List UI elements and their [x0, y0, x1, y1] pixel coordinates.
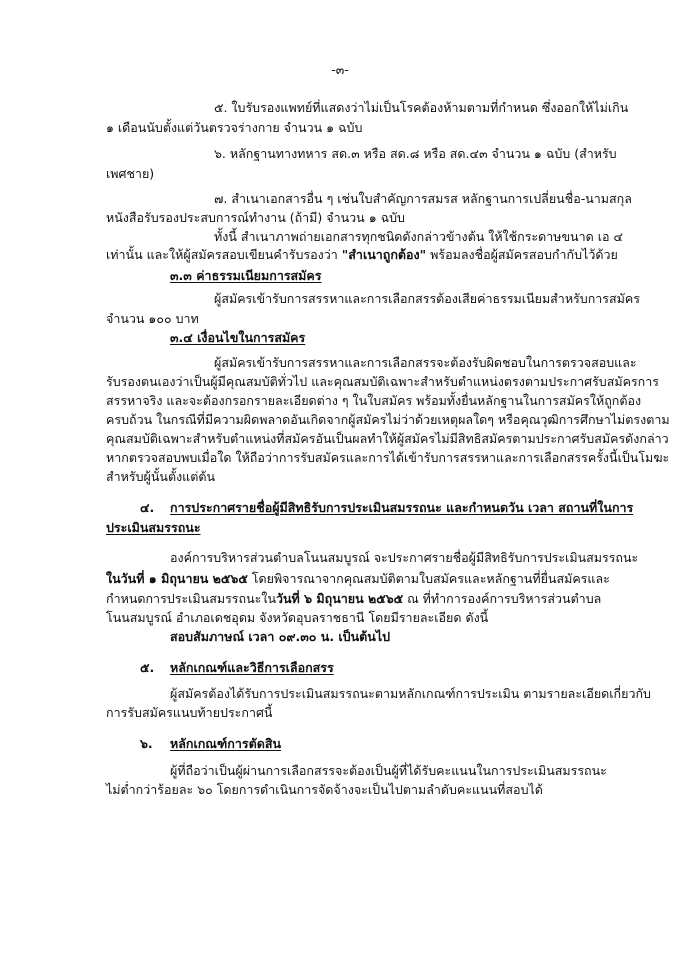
copy-note-text: เท่านั้น และให้ผู้สมัครสอบเขียนคำรับรองว่า: [106, 247, 338, 262]
page-number: -๓-: [331, 62, 349, 77]
judging-line-2: ไม่ต่ำกว่าร้อยละ ๖๐ โดยการดำเนินการจัดจ้างจะเป็นไปตามลำดับคะแนนที่สอบได้: [106, 782, 543, 797]
copy-note-line-1: ทั้งนี้ สำเนาภาพถ่ายเอกสารทุกชนิดดังกล่าวข้างต้น ให้ใช้กระดาษขนาด เอ ๔: [214, 229, 623, 244]
assessment-date: วันที่ ๖ มิถุนายน ๒๕๖๕: [275, 591, 404, 606]
conditions-line-4: ครบถ้วน ในกรณีที่มีความผิดพลาดอันเกิดจากผู้สมัครไม่ว่าด้วยเหตุผลใดๆ หรือคุณวุฒิการศึกษาไม่ตรงตาม: [106, 412, 670, 427]
section-4-heading-text: การประกาศรายชื่อผู้มีสิทธิรับการประเมินสมรรถนะ และกำหนดวัน เวลา สถานที่ในการ: [170, 500, 634, 515]
section-5-number: ๕.: [140, 660, 155, 675]
section-5-heading-text: หลักเกณฑ์และวิธีการเลือกสรร: [170, 660, 334, 675]
section-4-heading-line-1: [170, 500, 634, 516]
item-6-line-2: เพศชาย): [106, 166, 155, 181]
copy-note-line-2: [106, 247, 618, 263]
item-7-line-1: ๗. สำเนาเอกสารอื่น ๆ เช่นใบสำคัญการสมรส หลักฐานการเปลี่ยนชื่อ-นามสกุล: [214, 191, 632, 206]
copy-note-text-end: พร้อมลงชื่อผู้สมัครสอบกำกับไว้ด้วย: [430, 247, 618, 262]
section-4-heading-line-2: [106, 520, 201, 536]
judging-line-1: ผู้ที่ถือว่าเป็นผู้ผ่านการเลือกสรรจะต้องเป็นผู้ที่ได้รับคะแนนในการประเมินสมรรถนะ: [170, 763, 607, 778]
selection-line-1: ผู้สมัครต้องได้รับการประเมินสมรรถนะตามหลักเกณฑ์การประเมิน ตามรายละเอียดเกี่ยวกับ: [170, 686, 651, 701]
section-3-4-heading: [170, 330, 305, 346]
assessment-place: ณ ที่ทำการองค์การบริหารส่วนตำบล: [407, 591, 602, 606]
conditions-line-7: สำหรับผู้นั้นตั้งแต่ต้น: [106, 469, 216, 484]
section-4-heading-text-2: ประเมินสมรรถนะ: [106, 520, 201, 535]
section-4-number: ๔.: [140, 500, 155, 515]
assessment-text: กำหนดการประเมินสมรรถนะใน: [106, 591, 276, 606]
section-3-3-heading-text: ๓.๓ ค่าธรรมเนียมการสมัคร: [170, 268, 322, 283]
announcement-line-3: [106, 591, 600, 607]
announcement-line-1: องค์การบริหารส่วนตำบลโนนสมบูรณ์ จะประกาศรายชื่อผู้มีสิทธิรับการประเมินสมรรถนะ: [170, 550, 639, 565]
item-5-line-1: ๕. ใบรับรองแพทย์ที่แสดงว่าไม่เป็นโรคต้องห้ามตามที่กำหนด ซึ่งออกให้ไม่เกิน: [214, 100, 629, 115]
conditions-line-2: รับรองตนเองว่าเป็นผู้มีคุณสมบัติทั่วไป และคุณสมบัติเฉพาะสำหรับตำแหน่งตรงตามประกาศรับสมัครการ: [106, 374, 659, 389]
conditions-line-3: สรรหาจริง และจะต้องกรอกรายละเอียดต่าง ๆ ในใบสมัคร พร้อมทั้งยื่นหลักฐานในการสมัครให้ถูกต้อง: [106, 393, 642, 408]
interview-time: สอบสัมภาษณ์ เวลา ๐๙.๓๐ น. เป็นต้นไป: [170, 629, 391, 644]
section-5-heading: [170, 660, 334, 676]
item-5-line-2: ๑ เดือนนับตั้งแต่วันตรวจร่างกาย จำนวน ๑ ฉบับ: [106, 120, 363, 135]
announcement-text: โดยพิจารณาจากคุณสมบัติตามใบสมัครและหลักฐานที่ยื่นสมัครและ: [251, 571, 610, 586]
selection-line-2: การรับสมัครแนบท้ายประกาศนี้: [106, 705, 273, 720]
section-6-number: ๖.: [140, 736, 153, 751]
announcement-line-4: โนนสมบูรณ์ อำเภอเดชอุดม จังหวัดอุบลราชธานี โดยมีรายละเอียด ดังนี้: [106, 610, 489, 625]
section-6-heading: [170, 736, 281, 752]
conditions-line-1: ผู้สมัครเข้ารับการสรรหาและการเลือกสรรจะต้องรับผิดชอบในการตรวจสอบและ: [214, 355, 637, 370]
announcement-line-2: [106, 571, 610, 587]
section-6-heading-text: หลักเกณฑ์การตัดสิน: [170, 736, 281, 751]
item-6-line-1: ๖. หลักฐานทางทหาร สด.๓ หรือ สด.๘ หรือ สด.๔๓ จำนวน ๑ ฉบับ (สำหรับ: [214, 146, 617, 161]
announcement-date: ในวันที่ ๑ มิถุนายน ๒๕๖๕: [106, 571, 248, 586]
conditions-line-6: หากตรวจสอบพบเมื่อใด ให้ถือว่าการรับสมัครและการได้เข้ารับการสรรหาและการเลือกสรรครั้งนี้เป็นโมฆะ: [106, 450, 670, 465]
section-3-4-heading-text: ๓.๔ เงื่อนไขในการสมัคร: [170, 330, 306, 345]
conditions-line-5: คุณสมบัติเฉพาะสำหรับตำแหน่งที่สมัครอันเป็นผลทำให้ผู้สมัครไม่มีสิทธิสมัครตามประกาศรับสมัครดังกล่าว: [106, 431, 669, 446]
section-3-3-heading: [170, 268, 322, 284]
fee-line-2: จำนวน ๑๐๐ บาท: [106, 311, 199, 326]
fee-line-1: ผู้สมัครเข้ารับการสรรหาและการเลือกสรรต้องเสียค่าธรรมเนียมสำหรับการสมัคร: [214, 291, 640, 306]
certified-copy-phrase: "สำเนาถูกต้อง": [341, 247, 427, 262]
item-7-line-2: หนังสือรับรองประสบการณ์ทำงาน (ถ้ามี) จำนวน ๑ ฉบับ: [106, 210, 405, 225]
